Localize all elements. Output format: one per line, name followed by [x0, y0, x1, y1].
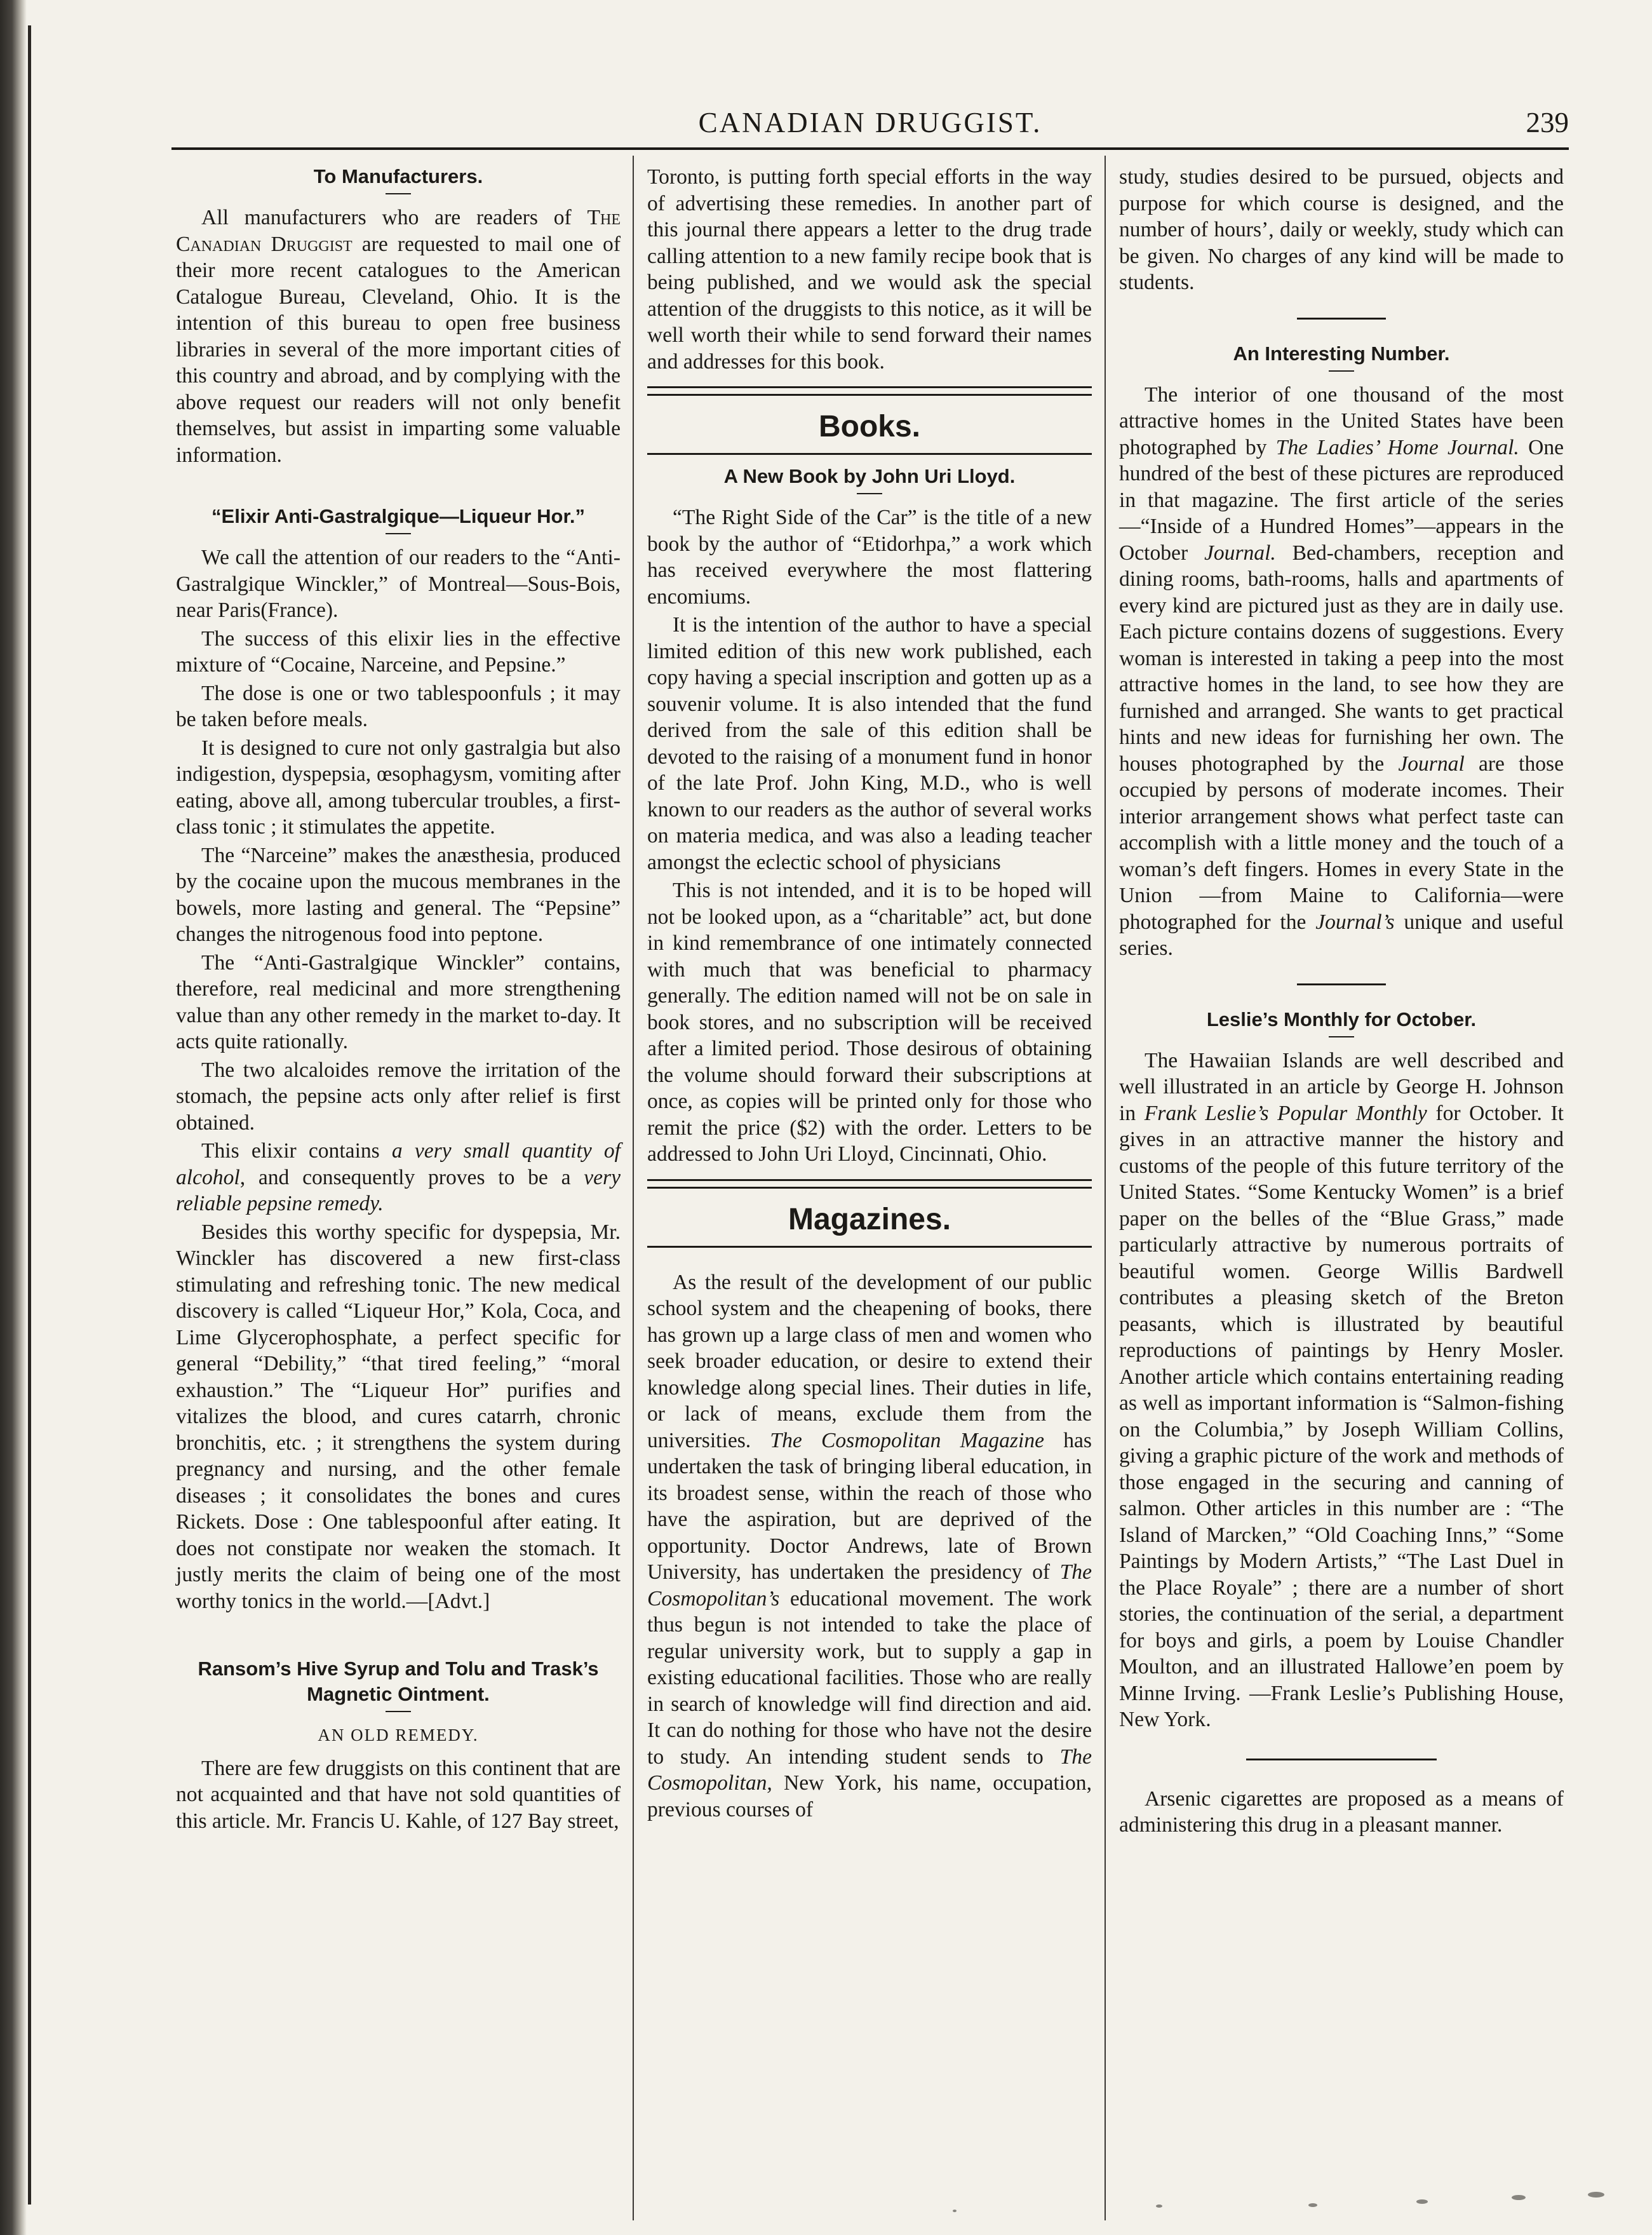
text-run: This elixir contains: [201, 1139, 392, 1163]
header-rule: [171, 147, 1569, 150]
italic-run: Journal.: [1204, 541, 1276, 565]
paragraph: [647, 1269, 1092, 1823]
title-dash: [386, 1711, 411, 1712]
paragraph: [176, 1138, 621, 1217]
paragraph-continued: study, studies desired to be pursued, objects and purpose for which course is designed, and the number of hours’, daily or weekly, study which can be given. No charges of any kind will be made to students.: [1119, 165, 1564, 294]
text-run: unique and useful series.: [1119, 910, 1564, 960]
print-speck: [1416, 2199, 1428, 2204]
text-run: educational movement. The work thus begun is not intended to take the place of regular university work, but to supply a gap in existing educational facilities. Those who are really in search of knowledge will find direction and aid. It can do nothing for those who have not the desire to study. An intending student sends to: [647, 1586, 1092, 1769]
paragraph: The success of this elixir lies in the effective mixture of “Cocaine, Narceine, and Pepsine.”: [176, 626, 621, 677]
paragraph: It is the intention of the author to have a special limited edition of this new work published, each copy having a special inscription and gotten up as a souvenir volume. It is also intended that the fund derived from the sale of this edition shall be devoted to the raising of a monument fund in honor of the late Prof. John King, M.D., who is well known to our readers as the author of several works on materia medica, and was also a leading teacher amongst the eclectic school of physicians: [647, 613, 1092, 874]
column-2: [647, 164, 1092, 1826]
section-heading-books: Books.: [818, 410, 921, 443]
article-cosmopolitan-education: [647, 1269, 1092, 1823]
italic-run: a very small quantity of alcohol: [176, 1139, 621, 1189]
paragraph: [176, 205, 621, 468]
article-to-manufacturers: [176, 164, 621, 468]
text-run: , and consequently proves to be a: [239, 1165, 584, 1189]
paragraph-continued: Toronto, is putting forth special efforts in the way of advertising these remedies. In another part of this journal there appears a letter to the drug trade calling attention to a new family recipe book that is being published, and we would ask the special attention of the druggists to this notice, as it will be well worth their while to send forward their names and addresses for this book.: [647, 165, 1092, 374]
italic-run: The Cosmopolitan’s: [647, 1560, 1092, 1610]
article-ransoms-hive-syrup: [176, 1656, 621, 1834]
article-new-book-lloyd: [647, 464, 1092, 1168]
text-run: One hundred of the best of these pictures are reproduced in that magazine. The first article of the series—“Inside of a Hundred Homes”—appears in the October: [1119, 435, 1564, 565]
italic-run: Journal: [1398, 752, 1465, 776]
italic-run: very reliable pepsine remedy.: [176, 1165, 621, 1215]
paragraph: Besides this worthy specific for dyspepsia, Mr. Winckler has discovered a new first-class stimulating and refreshing tonic. The new medical discovery is called “Liqueur Hor,” Kola, Coca, and Lime Glycerophosphate, a perfect specific for general “Debility,” “that tired feeling,” “moral exhaustion.” The “Liqueur Hor” purifies and vitalizes the blood, and cures catarrh, chronic bronchitis, etc. ; it strengthens the system during pregnancy and nursing, and the other female diseases ; it consolidates the bones and cures Rickets. Dose : One tablespoonful after eating. It does not constipate nor weaken the stomach. It justly merits the claim of being one of the most worthy tonics in the world.—[Advt.]: [176, 1220, 621, 1613]
journal-name-small-caps: The Canadian Druggist: [176, 206, 621, 256]
paragraph: “The Right Side of the Car” is the title of a new book by the author of “Etidorhpa,” a work which has received everywhere the most flattering encomiums.: [647, 506, 1092, 609]
paragraph: The “Narceine” makes the anæsthesia, produced by the cocaine upon the mucous membranes in the bowels, more lasting and general. The “Pepsine” changes the nitrogenous food into peptone.: [176, 843, 621, 946]
separator-rule: [1246, 1759, 1437, 1760]
column-1: [176, 164, 621, 1838]
double-rule: [647, 386, 1092, 396]
print-speck: [1588, 2192, 1604, 2198]
article-title: Leslie’s Monthly for October.: [1206, 1008, 1477, 1030]
italic-run: The Cosmopolitan Magazine: [770, 1428, 1045, 1452]
paragraph: The dose is one or two tablespoonfuls ; it may be taken before meals.: [176, 681, 621, 731]
italic-run: The Ladies’ Home Journal.: [1275, 435, 1519, 459]
text-run: are requested to mail one of their more recent catalogues to the American Catalogue Bureau, Cleveland, Ohio. It is the intention of this bureau to open free business libraries in several of the more important cities of this country and abroad, and by complying with the above request our readers will not only benefit themselves, but assist in imparting some valuable information.: [176, 232, 621, 467]
text-run: The Hawaiian Islands are well described and well illustrated in an article by George H. Johnson in: [1119, 1048, 1564, 1125]
column-divider-1: [633, 156, 634, 2220]
text-run: As the result of the development of our public school system and the cheapening of books, there has grown up a large class of men and women who seek broader education, or desire to extend their knowledge along special lines. Their duties in life, or lack of means, exclude them from the universities.: [647, 1270, 1092, 1452]
paragraph: There are few druggists on this continent that are not acquainted and that have not sold quantities of this article. Mr. Francis U. Kahle, of 127 Bay street,: [176, 1756, 621, 1833]
article-arsenic-cigarettes: [1119, 1786, 1564, 1839]
paragraph: The “Anti-Gastralgique Winckler” contains, therefore, real medicinal and more strengthening value than any other remedy in the market to-day. It acts quite rationally.: [176, 950, 621, 1053]
article-title: Ransom’s Hive Syrup and Tolu and Trask’s Magnetic Ointment.: [198, 1658, 599, 1705]
article-subhead: AN OLD REMEDY.: [318, 1725, 479, 1745]
title-dash: [857, 493, 882, 494]
separator-rule: [1297, 983, 1386, 985]
section-heading-magazines: Magazines.: [788, 1202, 951, 1236]
column-3: [1119, 164, 1564, 1842]
journal-title: CANADIAN DRUGGIST.: [698, 107, 1042, 138]
text-run: are those occupied by persons of moderate incomes. Their interior arrangement shows what perfect taste can accomplish with a little money and the touch of a woman’s deft fingers. Homes in every State in the Union —from Maine to California—were photographed for the: [1119, 752, 1564, 934]
article-leslies-monthly: [1119, 1007, 1564, 1733]
print-speck: [1308, 2203, 1317, 2207]
column-divider-2: [1105, 156, 1106, 2220]
print-speck: [1156, 2205, 1162, 2208]
article-title: “Elixir Anti-Gastralgique—Liqueur Hor.”: [212, 505, 585, 527]
text-run: Bed-chambers, reception and dining rooms, bath-rooms, halls and apartments of every kind are pictured just as they are in daily use. Each picture contains dozens of suggestions. Every woman is interested in taking a peep into the most attractive homes in the land, to see how they are furnished and arranged. She wants to get practical hints and new ideas for furnishing her own. The houses photographed by the: [1119, 541, 1564, 776]
paragraph: This is not intended, and it is to be hoped will not be looked upon, as a “charitable” act, but done in kind remembrance of one intimately connected with much that was beneficial to pharmacy generally. The edition named will not be on sale in book stores, and no subscription will be received after a limited period. Those desirous of obtaining the volume should forward their subscriptions at once, as copies will be printed only for those who remit the price ($2) with the order. Letters to be addressed to John Uri Lloyd, Cincinnati, Ohio.: [647, 879, 1092, 1166]
page-header: [171, 107, 1569, 138]
text-run: has undertaken the task of bringing liberal education, in its broadest sense, within the reach of those who have the aspiration, but are deprived of the opportunity. Doctor Andrews, late of Brown University, has undertaken the presidency of: [647, 1428, 1092, 1584]
article-interesting-number: [1119, 341, 1564, 962]
print-speck: [953, 2210, 957, 2212]
section-rule: [647, 453, 1092, 455]
double-rule: [647, 1179, 1092, 1189]
italic-run: Frank Leslie’s Popular Monthly: [1144, 1101, 1427, 1125]
italic-run: The Cosmopolitan,: [647, 1745, 1092, 1795]
print-speck: [1512, 2195, 1526, 2200]
page-number: 239: [1526, 107, 1569, 138]
article-title: To Manufacturers.: [313, 165, 483, 187]
title-dash: [386, 193, 411, 194]
italic-run: Journal’s: [1315, 910, 1395, 934]
title-dash: [386, 533, 411, 534]
text-run: for October. It gives in an attractive manner the history and customs of the people of this future territory of the United States. “Some Kentucky Women” is a brief paper on the belles of the “Blue Grass,” made particularly attractive by numerous portraits of beautiful women. George Willis Bardwell contributes a pleasing sketch of the Breton peasants, which is illustrated by beautiful reproductions of paintings by Henry Mosler. Another article which contains entertaining reading as well as important information is “Salmon-fishing on the Columbia,” by Joseph William Collins, giving a graphic picture of the work and methods of those engaged in the securing and canning of salmon. Other articles in this number are : “The Island of Marcken,” “Old Coaching Inns,” “Some Paintings by Modern Artists,” “The Last Duel in the Place Royale” ; there are a number of short stories, the continuation of the serial, a department for boys and girls, a poem by Louise Chandler Moulton, and an illustrated Hallowe’en poem by Minne Irving. —Frank Leslie’s Publishing House, New York.: [1119, 1101, 1564, 1731]
paragraph: The two alcaloides remove the irritation of the stomach, the pepsine acts only after relief is first obtained.: [176, 1058, 621, 1135]
title-dash: [1329, 1036, 1354, 1037]
section-rule: [647, 1246, 1092, 1248]
text-run: New York, his name, occupation, previous courses of: [647, 1771, 1092, 1821]
text-run: All manufacturers who are readers of: [201, 206, 588, 229]
article-title: A New Book by John Uri Lloyd.: [723, 465, 1016, 487]
paragraph: [1119, 382, 1564, 962]
paragraph: [1119, 1048, 1564, 1733]
article-elixir: [176, 504, 621, 1614]
text-run: The interior of one thousand of the most attractive homes in the United States have been photographed by: [1119, 382, 1564, 459]
paragraph: It is designed to cure not only gastralgia but also indigestion, dyspepsia, œsophagysm, vomiting after eating, above all, among tubercular troubles, a first-class tonic ; it stimulates the appetite.: [176, 736, 621, 839]
paragraph: Arsenic cigarettes are proposed as a means of administering this drug in a pleasant manner.: [1119, 1786, 1564, 1837]
page-binding-edge: [0, 0, 27, 2235]
title-dash: [1329, 370, 1354, 372]
binding-shadow-line: [28, 25, 31, 2205]
paragraph: We call the attention of our readers to the “Anti-Gastralgique Winckler,” of Montreal—Sous-Bois, near Paris(France).: [176, 546, 621, 622]
separator-rule: [1297, 318, 1386, 320]
article-title: An Interesting Number.: [1233, 342, 1450, 365]
